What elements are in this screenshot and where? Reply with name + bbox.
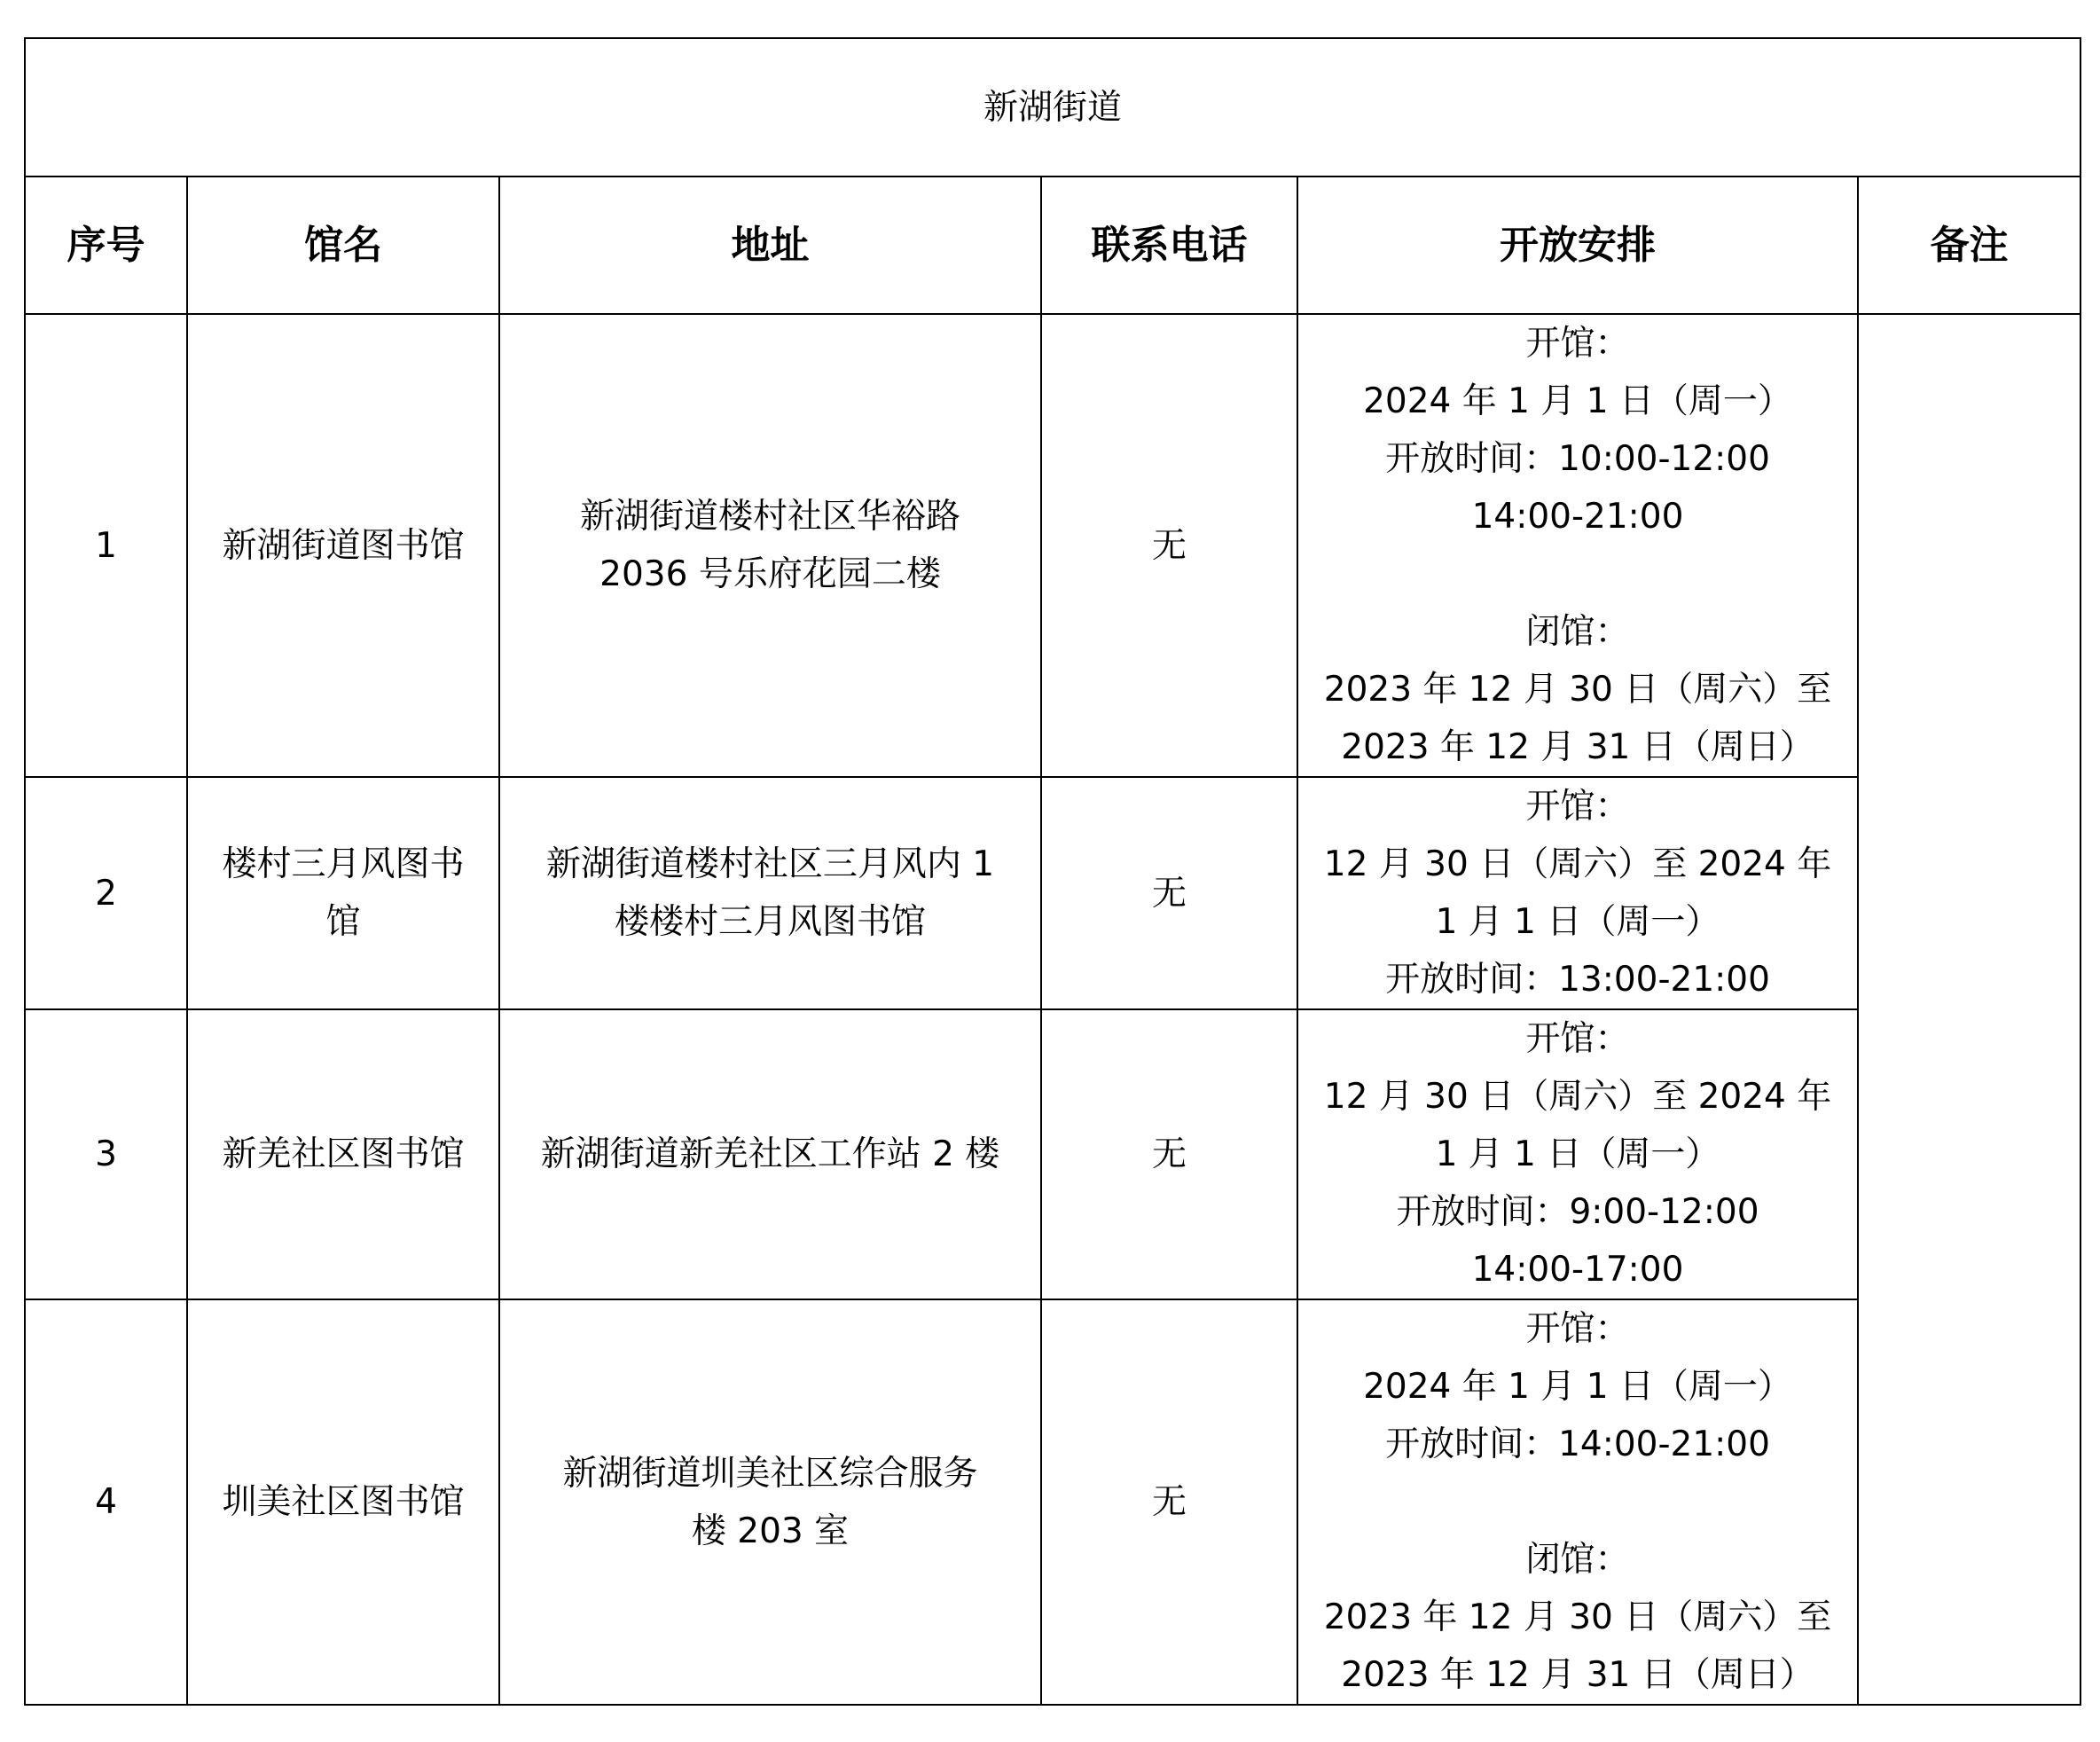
table-row [25,1009,2080,1299]
address-line: 楼楼村三月风图书馆 [614,902,926,942]
cell-index: 3 [25,1009,187,1299]
address-line: 2036 号乐府花园二楼 [599,554,941,594]
address-line: 新湖街道楼村社区三月风内 1 [545,844,995,884]
schedule-line: 开馆： [1525,324,1630,364]
cell-address [499,314,1041,777]
schedule-line: 闭馆： [1525,1540,1630,1580]
address-line: 新湖街道新羌社区工作站 2 楼 [540,1134,1000,1174]
cell-address [499,1299,1041,1705]
header-row [25,177,2080,314]
name-line: 楼村三月风图书 [222,844,465,884]
schedule-line: 开馆： [1525,1309,1630,1349]
schedule-line: 1 月 1 日（周一） [1435,1134,1720,1174]
schedule-line: 1 月 1 日（周一） [1435,902,1720,942]
library-schedule-table [24,37,2081,1706]
schedule-spacer [1304,545,1852,603]
cell-phone: 无 [1041,777,1297,1009]
schedule-spacer [1304,1473,1852,1531]
schedule-line: 14:00-17:00 [1471,1250,1684,1290]
schedule-line: 2024 年 1 月 1 日（周一） [1363,381,1792,421]
schedule-line: 开放时间：13:00-21:00 [1385,960,1770,1000]
cell-schedule [1297,1009,1858,1299]
header-schedule: 开放安排 [1297,177,1858,314]
schedule-line: 开馆： [1525,787,1630,827]
cell-name: 圳美社区图书馆 [187,1299,499,1705]
cell-phone: 无 [1041,1299,1297,1705]
cell-phone: 无 [1041,1009,1297,1299]
header-remarks: 备注 [1858,177,2080,314]
table-title: 新湖街道 [25,38,2080,177]
cell-address [499,777,1041,1009]
address-line: 楼 203 室 [691,1511,850,1551]
schedule-line: 开馆： [1525,1019,1630,1059]
schedule-line: 2023 年 12 月 30 日（周六）至 [1323,1597,1832,1637]
header-address: 地址 [499,177,1041,314]
schedule-line: 开放时间：9:00-12:00 [1396,1192,1759,1232]
schedule-line: 2023 年 12 月 31 日（周日） [1341,1655,1814,1695]
header-phone: 联系电话 [1041,177,1297,314]
cell-index: 4 [25,1299,187,1705]
schedule-line: 14:00-21:00 [1471,497,1684,537]
cell-schedule [1297,314,1858,777]
schedule-line: 12 月 30 日（周六）至 2024 年 [1323,844,1832,884]
cell-name: 新湖街道图书馆 [187,314,499,777]
cell-schedule [1297,1299,1858,1705]
schedule-line: 闭馆： [1525,612,1630,652]
title-row [25,38,2080,177]
table-row [25,314,2080,777]
address-line: 新湖街道圳美社区综合服务 [562,1453,978,1494]
schedule-line: 2023 年 12 月 30 日（周六）至 [1323,670,1832,710]
cell-address [499,1009,1041,1299]
name-line: 馆 [325,902,361,942]
schedule-line: 开放时间：14:00-21:00 [1385,1424,1770,1464]
cell-remarks [1858,314,2080,1705]
header-index: 序号 [25,177,187,314]
cell-name [187,777,499,1009]
schedule-line: 12 月 30 日（周六）至 2024 年 [1323,1077,1832,1117]
schedule-line: 2023 年 12 月 31 日（周日） [1341,727,1814,767]
schedule-line: 2024 年 1 月 1 日（周一） [1363,1367,1792,1407]
cell-phone: 无 [1041,314,1297,777]
schedule-line: 开放时间：10:00-12:00 [1385,439,1770,479]
address-line: 新湖街道楼村社区华裕路 [579,497,960,537]
table-row [25,1299,2080,1705]
cell-index: 2 [25,777,187,1009]
header-name: 馆名 [187,177,499,314]
cell-schedule [1297,777,1858,1009]
cell-index: 1 [25,314,187,777]
table-row [25,777,2080,1009]
cell-name: 新羌社区图书馆 [187,1009,499,1299]
